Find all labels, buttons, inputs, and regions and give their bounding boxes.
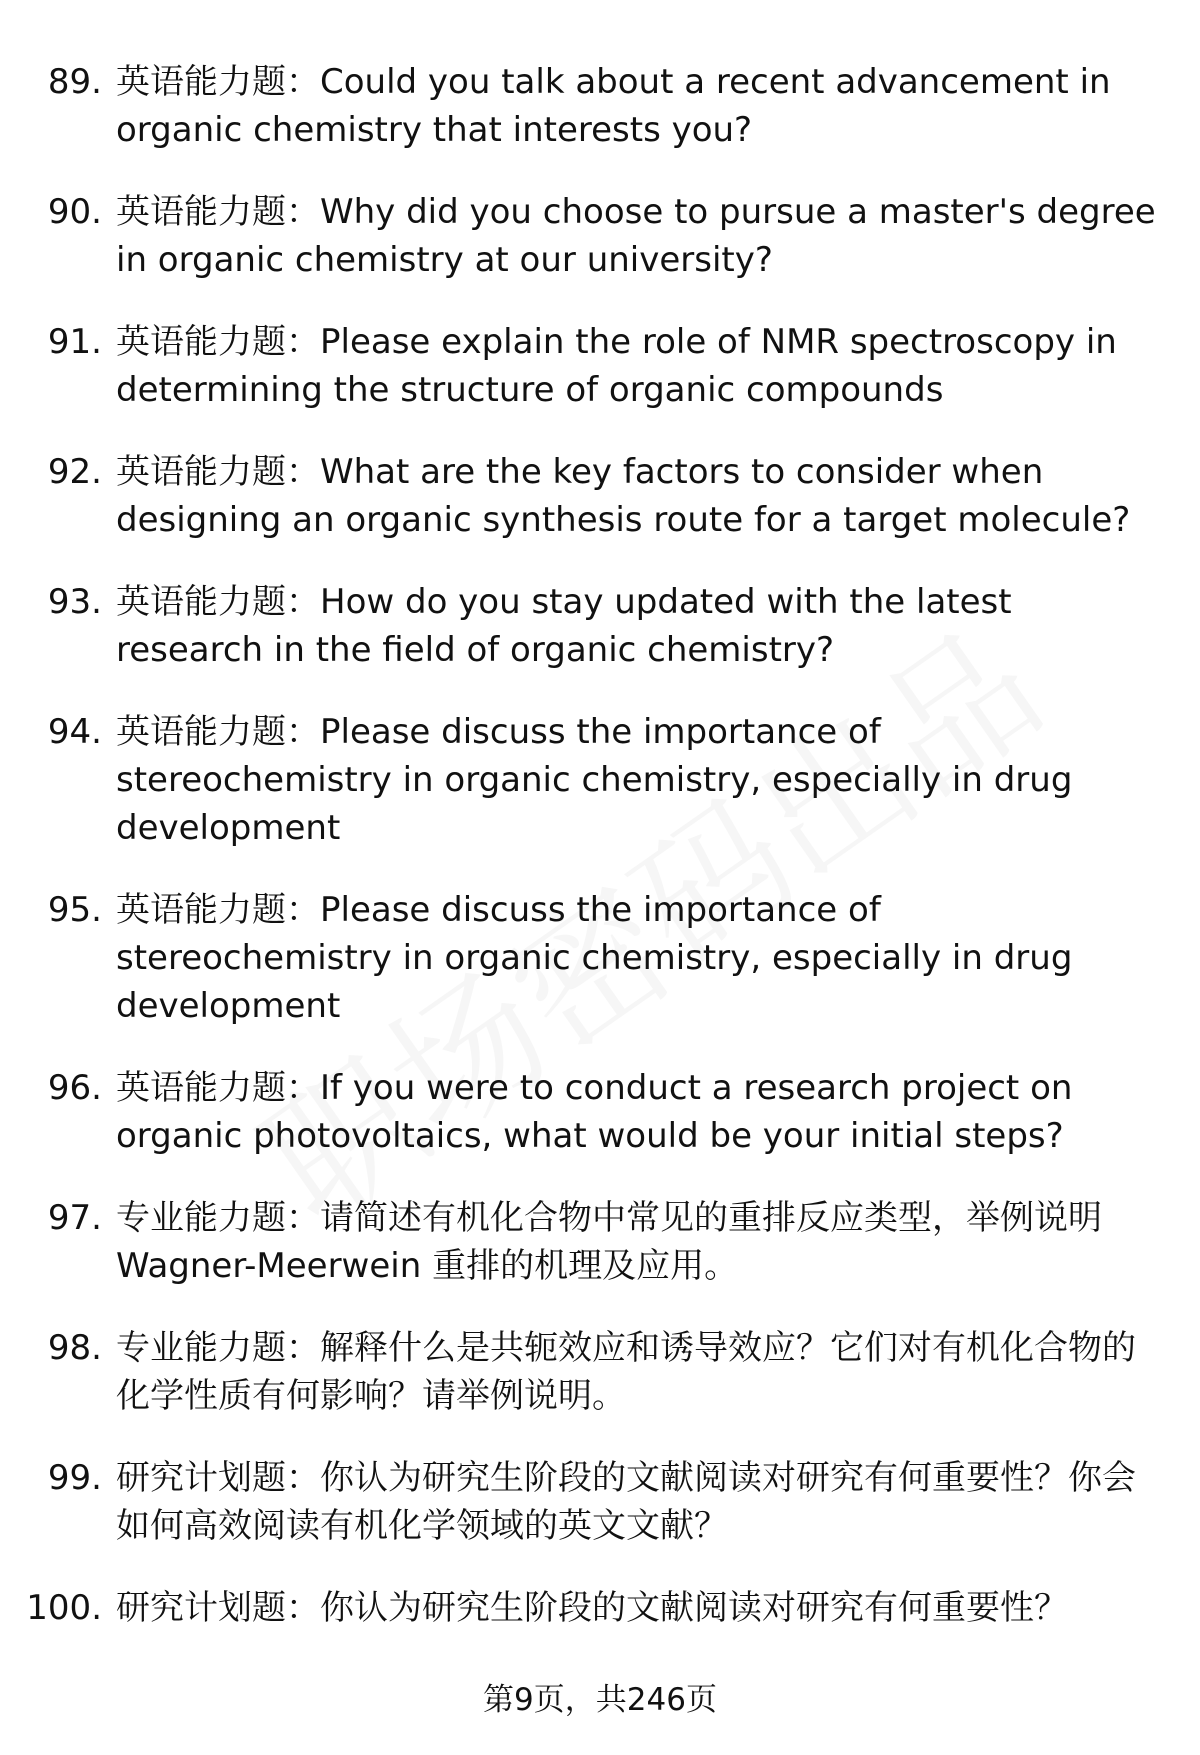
question-text: 你认为研究生阶段的文献阅读对研究有何重要性？ xyxy=(320,1588,1068,1628)
question-item xyxy=(0,58,1200,154)
question-number: 98. xyxy=(47,1328,102,1368)
page-footer: 第9页，共246页 xyxy=(483,1682,717,1718)
question-item xyxy=(0,1584,1200,1632)
question-text-block xyxy=(116,886,1164,1030)
question-item xyxy=(0,886,1200,1030)
question-list xyxy=(0,58,1200,1666)
question-text-block xyxy=(116,1194,1164,1290)
question-text-block xyxy=(116,188,1164,284)
question-category: 专业能力题： xyxy=(116,1328,320,1368)
question-text: How do you stay updated with the latest research in the field of organic chemistry? xyxy=(116,582,1012,670)
question-category: 英语能力题： xyxy=(116,452,320,492)
question-item xyxy=(0,1454,1200,1550)
question-number: 100. xyxy=(26,1588,102,1628)
question-text-block xyxy=(116,448,1164,544)
question-item xyxy=(0,708,1200,852)
question-category: 专业能力题： xyxy=(116,1198,320,1238)
question-number: 89. xyxy=(47,62,102,102)
question-text-block xyxy=(116,58,1164,154)
question-text: Please discuss the importance of stereochemistry in organic chemistry, especially in drug development xyxy=(116,890,1073,1026)
question-text-block xyxy=(116,578,1164,674)
question-category: 研究计划题： xyxy=(116,1588,320,1628)
question-text-block xyxy=(116,1454,1164,1550)
question-text: If you were to conduct a research project on organic photovoltaics, what would be your initial steps? xyxy=(116,1068,1073,1156)
question-number: 93. xyxy=(47,582,102,622)
question-text-block xyxy=(116,318,1164,414)
question-text-block xyxy=(116,708,1164,852)
question-number: 95. xyxy=(47,890,102,930)
question-text: What are the key factors to consider when designing an organic synthesis route for a target molecule? xyxy=(116,452,1131,540)
question-text: Please discuss the importance of stereochemistry in organic chemistry, especially in drug development xyxy=(116,712,1073,848)
question-number: 94. xyxy=(47,712,102,752)
question-category: 英语能力题： xyxy=(116,582,320,622)
question-text-block xyxy=(116,1064,1164,1160)
question-text: Please explain the role of NMR spectroscopy in determining the structure of organic compounds xyxy=(116,322,1117,410)
question-number: 91. xyxy=(47,322,102,362)
question-item xyxy=(0,318,1200,414)
question-number: 96. xyxy=(47,1068,102,1108)
question-text: 请简述有机化合物中常见的重排反应类型，举例说明 Wagner-Meerwein 重排的机理及应用。 xyxy=(116,1198,1102,1286)
question-category: 英语能力题： xyxy=(116,322,320,362)
question-item xyxy=(0,578,1200,674)
question-text-block xyxy=(116,1584,1164,1632)
question-number: 99. xyxy=(47,1458,102,1498)
question-number: 97. xyxy=(47,1198,102,1238)
question-number: 92. xyxy=(47,452,102,492)
question-category: 英语能力题： xyxy=(116,712,320,752)
question-item xyxy=(0,188,1200,284)
question-item xyxy=(0,448,1200,544)
question-category: 英语能力题： xyxy=(116,62,320,102)
question-item xyxy=(0,1324,1200,1420)
question-text: 解释什么是共轭效应和诱导效应？它们对有机化合物的化学性质有何影响？请举例说明。 xyxy=(116,1328,1136,1416)
question-text: Why did you choose to pursue a master's degree in organic chemistry at our university? xyxy=(116,192,1156,280)
question-text: 你认为研究生阶段的文献阅读对研究有何重要性？你会如何高效阅读有机化学领域的英文文献？ xyxy=(116,1458,1136,1546)
question-text-block xyxy=(116,1324,1164,1420)
question-category: 英语能力题： xyxy=(116,192,320,232)
question-text: Could you talk about a recent advancement in organic chemistry that interests you? xyxy=(116,62,1111,150)
question-category: 研究计划题： xyxy=(116,1458,320,1498)
question-category: 英语能力题： xyxy=(116,1068,320,1108)
question-item xyxy=(0,1064,1200,1160)
question-item xyxy=(0,1194,1200,1290)
question-number: 90. xyxy=(47,192,102,232)
question-category: 英语能力题： xyxy=(116,890,320,930)
